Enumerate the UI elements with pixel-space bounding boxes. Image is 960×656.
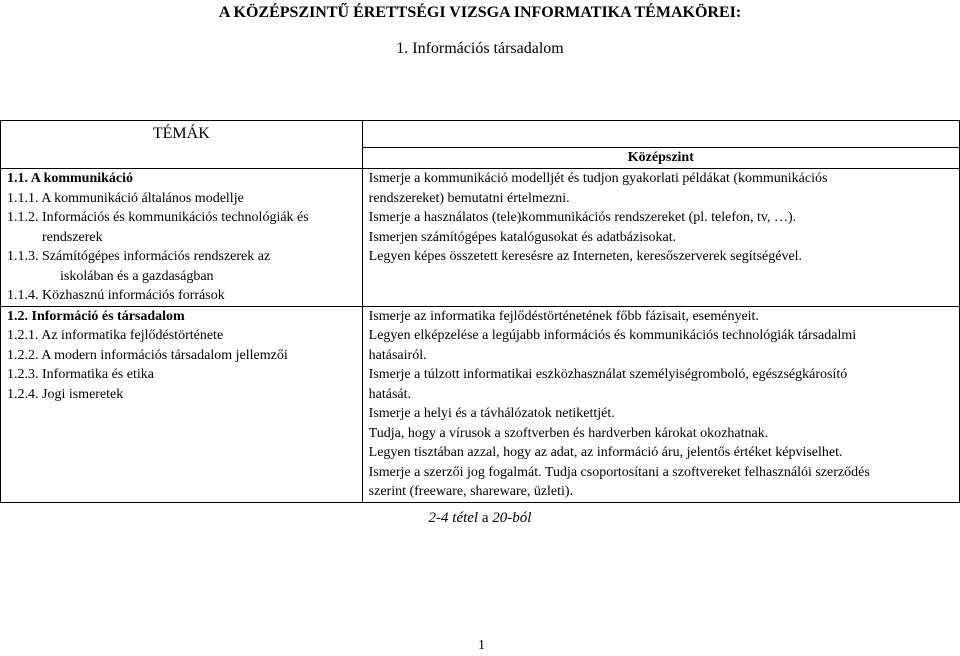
requirement-line: Tudja, hogy a vírusok a szoftverben és hardverben károkat okozhatnak. bbox=[368, 425, 769, 441]
list-item: 1.1.3. Számítógépes információs rendszerek az bbox=[7, 249, 271, 264]
note-part-3: 20-ból bbox=[492, 510, 532, 526]
requirement-line: rendszereket) bemutatni értelmezni. bbox=[368, 190, 570, 206]
document-title: A KÖZÉPSZINTŰ ÉRETTSÉGI VIZSGA INFORMATIKA TÉMAKÖREI: bbox=[218, 4, 742, 21]
note-part-1: 2-4 tétel bbox=[428, 510, 479, 526]
document-subtitle: 1. Információs társadalom bbox=[396, 40, 564, 57]
list-item: 1.2.4. Jogi ismeretek bbox=[7, 386, 124, 402]
section1-topics bbox=[1, 169, 363, 307]
list-item: 1.1.4. Közhasznú információs források bbox=[7, 288, 225, 303]
requirement-line: Ismerje a helyi és a távhálózatok netikettjét. bbox=[368, 406, 615, 421]
requirement-line: Legyen elképzelése a legújabb információs és kommunikációs technológiák társadalmi bbox=[368, 328, 857, 343]
list-item: 1.1.2. Információs és kommunikációs technológiák és bbox=[7, 210, 309, 225]
section1-requirements bbox=[362, 169, 959, 307]
exam-count-note bbox=[0, 510, 960, 527]
requirement-line: hatásairól. bbox=[368, 347, 427, 363]
note-part-2: a bbox=[478, 510, 493, 526]
blank-header-cell bbox=[362, 121, 959, 148]
list-item: iskolában és a gazdaságban bbox=[60, 268, 214, 284]
section2-heading: 1.2. Információ és társadalom bbox=[7, 308, 185, 324]
requirement-line: Ismerje a túlzott informatikai eszközhasználat személyiségromboló, egészségkárosító bbox=[368, 367, 848, 382]
list-item: 1.2.2. A modern információs társadalom jellemzői bbox=[7, 347, 288, 363]
list-item: 1.1.1. A kommunikáció általános modellje bbox=[7, 190, 244, 206]
requirement-line: hatását. bbox=[368, 386, 412, 402]
topics-header bbox=[1, 121, 363, 169]
requirement-line: Ismerje a kommunikáció modelljét és tudjon gyakorlati példákat (kommunikációs bbox=[368, 171, 828, 186]
section2-topics bbox=[1, 306, 363, 502]
level-header: Középszint bbox=[362, 148, 959, 169]
list-item: 1.2.3. Informatika és etika bbox=[7, 367, 154, 382]
section2-requirements bbox=[362, 306, 959, 502]
topics-table bbox=[0, 120, 960, 503]
requirement-line: Ismerje a használatos (tele)kommunikációs rendszereket (pl. telefon, tv, …). bbox=[368, 210, 797, 225]
requirement-line: szerint (freeware, shareware, üzleti). bbox=[368, 484, 574, 499]
list-item: rendszerek bbox=[42, 229, 103, 245]
section1-heading: 1.1. A kommunikáció bbox=[7, 171, 134, 186]
list-item: 1.2.1. Az informatika fejlődéstörténete bbox=[7, 328, 224, 343]
requirement-line: Ismerjen számítógépes katalógusokat és adatbázisokat. bbox=[368, 229, 677, 245]
requirement-line: Ismerje az informatika fejlődéstörténetének főbb fázisait, eseményeit. bbox=[368, 308, 759, 324]
requirement-line: Ismerje a szerzői jog fogalmát. Tudja csoportosítani a szoftvereket felhasználói szerződés bbox=[368, 464, 870, 480]
table-row bbox=[1, 306, 960, 502]
topics-header-label: TÉMÁK bbox=[152, 125, 210, 142]
requirement-line: Legyen tisztában azzal, hogy az adat, az információ áru, jelentős értéket képviselhet. bbox=[368, 445, 843, 460]
requirement-line: Legyen képes összetett keresésre az Interneten, keresőszerverek segítségével. bbox=[368, 249, 803, 264]
table-header-row bbox=[1, 121, 960, 148]
table-row bbox=[1, 169, 960, 307]
page-number: 1 bbox=[478, 638, 485, 653]
